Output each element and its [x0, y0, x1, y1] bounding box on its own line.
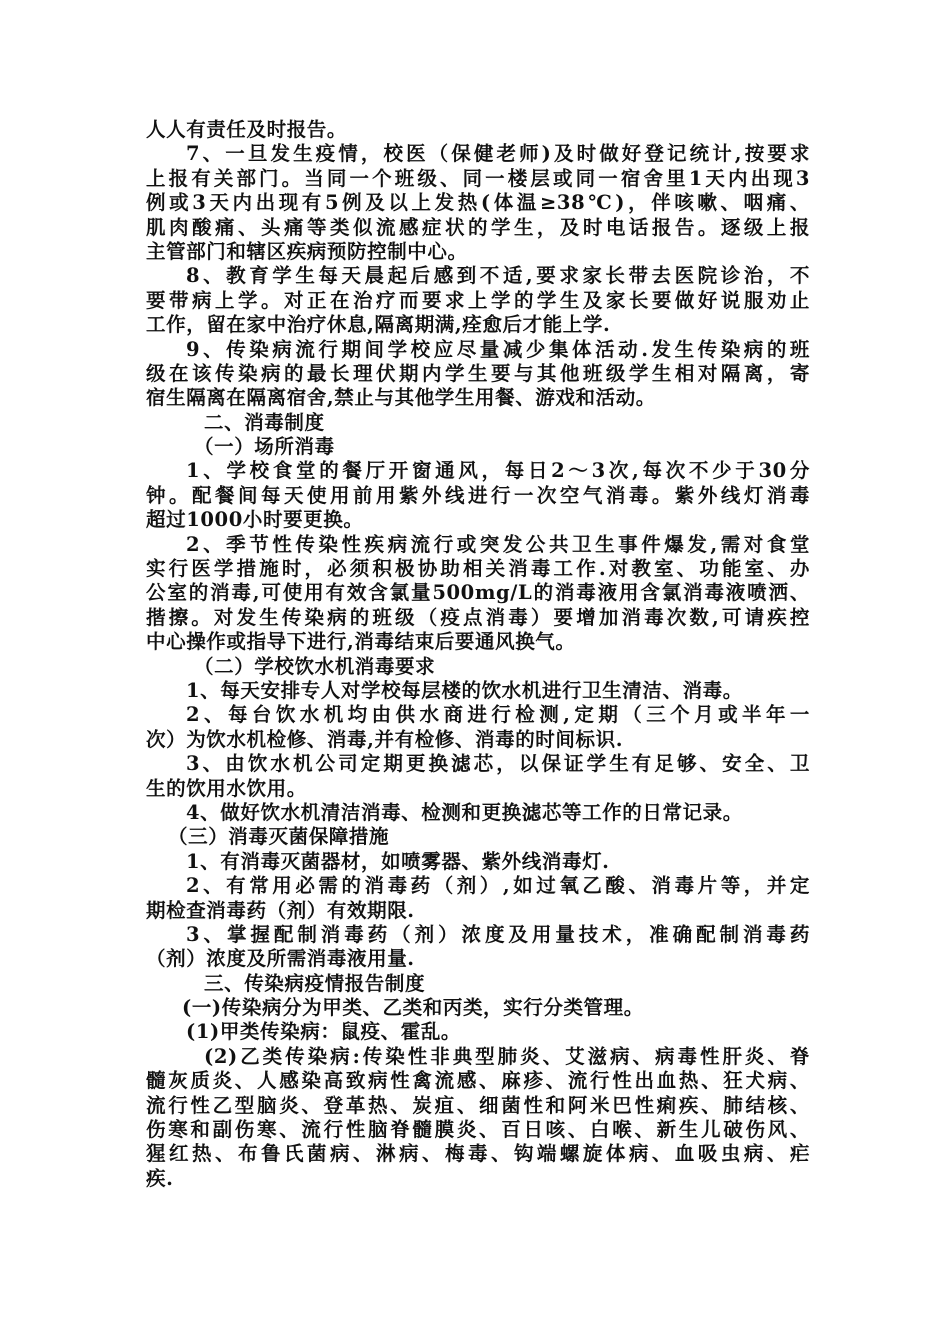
subsection-heading: （三）消毒灭菌保障措施: [168, 825, 390, 849]
text-line: 期检查消毒药（剂）有效期限.: [146, 898, 415, 922]
text-line: 超过1000小时要更换。: [146, 508, 364, 532]
text-line: 揩擦。对发生传染病的班级（疫点消毒）要增加消毒次数,可请疾控: [146, 605, 810, 629]
text-line: 中心操作或指导下进行,消毒结束后要通风换气。: [146, 630, 576, 654]
text-line: 3、由饮水机公司定期更换滤芯，以保证学生有足够、安全、卫: [186, 752, 810, 776]
text-line: 公室的消毒,可使用有效含氯量500mg/L的消毒液用含氯消毒液喷洒、: [146, 581, 810, 605]
text-line: 次）为饮水机检修、消毒,并有检修、消毒的时间标识.: [146, 727, 624, 751]
text-line: 例或3天内出现有5例及以上发热(体温≥38℃)，伴咳嗽、咽痛、: [146, 191, 810, 215]
text-line: (2)乙类传染病:传染性非典型肺炎、艾滋病、病毒性肝炎、脊: [204, 1044, 810, 1068]
text-line: 7、一旦发生疫情，校医（保健老师)及时做好登记统计,按要求: [186, 142, 810, 166]
text-line: 实行医学措施时，必须积极协助相关消毒工作.对教室、功能室、办: [146, 557, 810, 581]
text-line: 1、每天安排专人对学校每层楼的饮水机进行卫生清洁、消毒。: [186, 678, 743, 702]
text-line: 要带病上学。对正在治疗而要求上学的学生及家长要做好说服劝止: [146, 288, 810, 312]
text-line: 生的饮用水饮用。: [146, 776, 307, 800]
text-line: 1、有消毒灭菌器材，如喷雾器、紫外线消毒灯.: [186, 849, 610, 873]
text-line: 9、传染病流行期间学校应尽量减少集体活动.发生传染病的班: [186, 337, 810, 361]
subsection-heading: （二）学校饮水机消毒要求: [194, 654, 436, 678]
text-line: 8、教育学生每天晨起后感到不适,要求家长带去医院诊治，不: [186, 264, 810, 288]
text-line: 伤寒和副伤寒、流行性脑脊髓膜炎、百日咳、白喉、新生儿破伤风、: [146, 1118, 810, 1142]
text-line: 宿生隔离在隔离宿舍,禁止与其他学生用餐、游戏和活动。: [146, 386, 656, 410]
subsection-heading: （一）场所消毒: [194, 435, 335, 459]
text-line: (1)甲类传染病：鼠疫、霍乱。: [186, 1020, 462, 1044]
text-line: 2、季节性传染性疾病流行或突发公共卫生事件爆发,需对食堂: [186, 532, 810, 556]
text-line: 2、每台饮水机均由供水商进行检测,定期（三个月或半年一: [186, 703, 810, 727]
subsection-heading: (一)传染病分为甲类、乙类和丙类，实行分类管理。: [182, 996, 644, 1020]
text-line: 1、学校食堂的餐厅开窗通风，每日2～3次,每次不少于30分: [186, 459, 810, 483]
text-line: 疾.: [146, 1166, 174, 1190]
text-line: 肌肉酸痛、头痛等类似流感症状的学生，及时电话报告。逐级上报: [146, 215, 810, 239]
document-body: [146, 118, 810, 1191]
text-line: 工作，留在家中治疗休息,隔离期满,痊愈后才能上学.: [146, 313, 611, 337]
text-line: 流行性乙型脑炎、登革热、炭疽、细菌性和阿米巴性痢疾、肺结核、: [146, 1093, 810, 1117]
section-heading: 三、传染病疫情报告制度: [204, 971, 426, 995]
text-line: 钟。配餐间每天使用前用紫外线进行一次空气消毒。紫外线灯消毒: [146, 483, 810, 507]
text-line: 主管部门和辖区疾病预防控制中心。: [146, 239, 468, 263]
text-line: 级在该传染病的最长理伏期内学生要与其他班级学生相对隔离，寄: [146, 361, 810, 385]
section-heading: 二、消毒制度: [204, 410, 325, 434]
text-line: 髓灰质炎、人感染高致病性禽流感、麻疹、流行性出血热、狂犬病、: [146, 1069, 810, 1093]
text-line: 4、做好饮水机清洁消毒、检测和更换滤芯等工作的日常记录。: [186, 800, 743, 824]
text-line: 人人有责任及时报告。: [146, 118, 348, 141]
text-line: 上报有关部门。当同一个班级、同一楼层或同一宿舍里1天内出现3: [146, 166, 810, 190]
text-line: 2、有常用必需的消毒药（剂）,如过氧乙酸、消毒片等，并定: [186, 874, 810, 898]
text-line: 3、掌握配制消毒药（剂）浓度及用量技术，准确配制消毒药: [186, 922, 810, 946]
text-line: （剂）浓度及所需消毒液用量.: [146, 947, 415, 971]
text-line: 猩红热、布鲁氏菌病、淋病、梅毒、钩端螺旋体病、血吸虫病、疟: [146, 1142, 810, 1166]
